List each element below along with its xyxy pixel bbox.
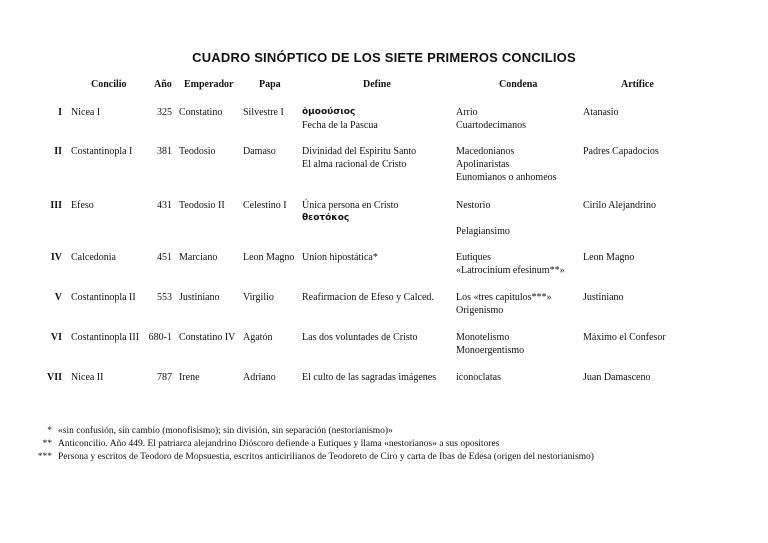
council-definition: Las dos voluntades de Cristo (302, 332, 418, 343)
council-name: Costantinopla II (71, 292, 136, 303)
council-number: IV (50, 252, 62, 263)
council-definition: Union hipostática* (302, 252, 378, 263)
footnote (34, 425, 393, 437)
council-definition: Divinidad del Espiritu Santo (302, 146, 417, 157)
council-condemnation: «Latrocinium efesinum**» (456, 265, 565, 276)
council-architect: Padres Capadocios (583, 146, 659, 157)
council-definition: El alma racional de Cristo (302, 159, 407, 170)
council-architect: Atanasio (583, 107, 619, 118)
council-pope: Virgilio (243, 292, 274, 303)
council-definition: Única persona en Cristo (302, 200, 399, 211)
council-definition: ὁμοούσιος (302, 107, 356, 117)
council-condemnation: Apolinaristas (456, 159, 510, 170)
council-definition: Fecha de la Pascua (302, 120, 378, 131)
council-emperor: Constatino IV (179, 332, 236, 343)
council-name: Nicea I (71, 107, 101, 118)
header-artifice: Artífice (621, 79, 654, 90)
council-condemnation: Pelagiansimo (456, 226, 510, 237)
council-condemnation: Eutiques (456, 252, 491, 263)
council-architect: Justiniano (583, 292, 624, 303)
council-definition: Reafirmacion de Efeso y Calced. (302, 292, 434, 303)
council-condemnation: Macedonianos (456, 146, 515, 157)
council-year: 431 (157, 200, 172, 211)
council-condemnation: iconoclatas (456, 372, 501, 383)
council-number: III (50, 200, 62, 211)
page-title: CUADRO SINÓPTICO DE LOS SIETE PRIMEROS CONCILIOS (192, 50, 576, 65)
council-name: Efeso (71, 200, 94, 211)
council-pope: Adriano (243, 372, 276, 383)
council-number: I (58, 107, 62, 118)
footnote-mark: * (47, 426, 52, 436)
council-year: 553 (157, 292, 172, 303)
council-pope: Celestino I (243, 200, 287, 211)
council-year: 680-1 (148, 332, 172, 343)
header-condena: Condena (499, 79, 538, 90)
council-definition: El culto de las sagradas imágenes (302, 372, 437, 383)
council-emperor: Teodosio II (179, 200, 225, 211)
council-condemnation: Cuartodecimanos (456, 120, 526, 131)
header-concilio: Concilio (91, 79, 127, 90)
council-year: 381 (157, 146, 172, 157)
header-emperador: Emperador (184, 79, 234, 90)
council-condemnation: Monotelismo (456, 332, 510, 343)
council-pope: Damaso (243, 146, 276, 157)
council-architect: Cirilo Alejandrino (583, 200, 657, 211)
council-definition: θεοτόκος (302, 213, 350, 223)
council-name: Calcedonia (71, 252, 116, 263)
council-year: 325 (157, 107, 172, 118)
council-name: Nicea II (71, 372, 104, 383)
council-number: VI (50, 332, 62, 343)
footnote-text: Persona y escritos de Teodoro de Mopsuestia, escritos anticirilianos de Teodoreto de Ciro y carta de Ibas de Edesa (origen del nestorianismo) (58, 452, 594, 462)
footnote-text: «sin confusión, sin cambio (monofisismo); sin división, sin separación (nestorianismo)» (58, 426, 393, 436)
council-name: Costantinopla I (71, 146, 133, 157)
header-anio: Año (154, 79, 172, 90)
footnote-mark: ** (42, 439, 52, 449)
council-number: VII (46, 372, 62, 383)
footnote (34, 438, 499, 450)
header-papa: Papa (259, 79, 281, 90)
council-year: 787 (157, 372, 172, 383)
footnote-text: Anticoncilio. Año 449. El patriarca alejandrino Dióscoro defiende a Eutiques y llama «nestorianos» a sus opositores (58, 439, 500, 449)
council-number: II (54, 146, 62, 157)
council-condemnation: Los «tres capitulos***» (456, 292, 552, 303)
council-pope: Agatón (243, 332, 273, 343)
council-condemnation: Monoergentismo (456, 345, 525, 356)
council-condemnation: Eunomianos o anhomeos (456, 172, 557, 183)
council-number: V (54, 292, 62, 303)
council-emperor: Marciano (179, 252, 218, 263)
council-emperor: Constatino (179, 107, 223, 118)
council-condemnation: Origenismo (456, 305, 504, 316)
council-pope: Silvestre I (243, 107, 284, 118)
council-condemnation: Nestorio (456, 200, 491, 211)
header-define: Define (363, 79, 391, 90)
footnote (34, 451, 594, 463)
council-emperor: Teodosio (179, 146, 216, 157)
council-year: 451 (157, 252, 172, 263)
council-architect: Máximo el Confesor (583, 332, 666, 343)
council-architect: Leon Magno (583, 252, 635, 263)
council-condemnation: Arrio (456, 107, 478, 118)
council-pope: Leon Magno (243, 252, 295, 263)
council-name: Costantinopla III (71, 332, 140, 343)
council-emperor: Irene (179, 372, 200, 383)
footnote-mark: *** (37, 452, 52, 462)
council-emperor: Justiniano (179, 292, 220, 303)
council-architect: Juan Damasceno (583, 372, 651, 383)
